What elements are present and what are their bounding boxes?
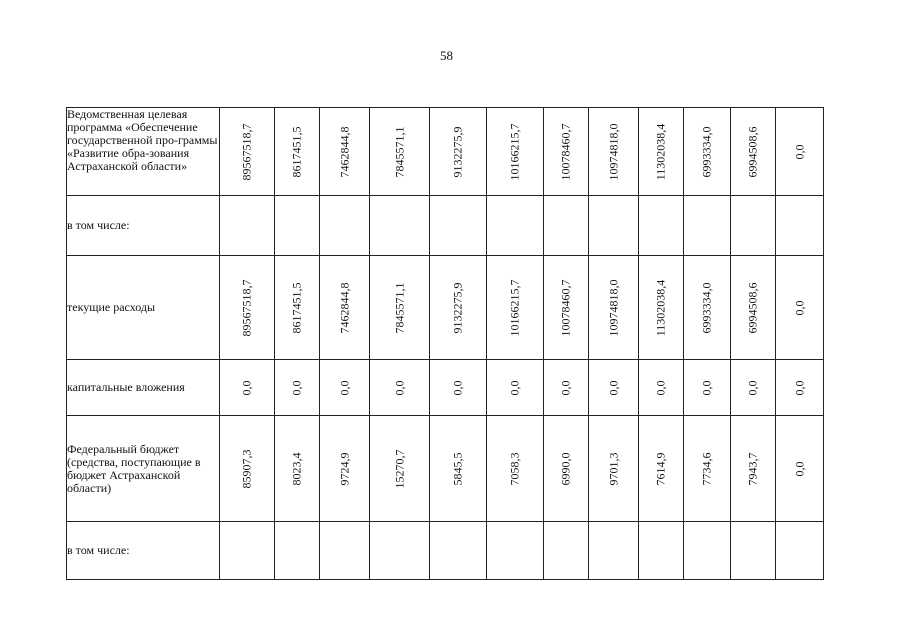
cell-value: 8617451,5 bbox=[289, 282, 304, 333]
budget-table bbox=[66, 107, 824, 580]
cell-value: 9701,3 bbox=[606, 452, 620, 485]
value-cell bbox=[275, 256, 320, 360]
cell-value: 5845,5 bbox=[450, 452, 465, 485]
cell-value: 0,0 bbox=[792, 461, 806, 476]
row-label: Ведомственная целевая программа «Обеспечение государственной про-граммы «Развитие обра-зования Астраханской области» bbox=[67, 108, 220, 196]
value-cell bbox=[589, 196, 639, 256]
cell-value: 0,0 bbox=[792, 380, 806, 395]
value-cell bbox=[487, 522, 544, 580]
value-cell bbox=[684, 360, 731, 416]
value-cell bbox=[684, 522, 731, 580]
row-label: капитальные вложения bbox=[67, 360, 220, 416]
value-cell bbox=[731, 416, 776, 522]
value-cell bbox=[487, 360, 544, 416]
value-cell bbox=[370, 522, 430, 580]
value-cell bbox=[639, 108, 684, 196]
row-label: текущие расходы bbox=[67, 256, 220, 360]
cell-value: 9132275,9 bbox=[450, 282, 465, 333]
cell-value: 7943,7 bbox=[745, 452, 760, 485]
value-cell bbox=[370, 196, 430, 256]
value-cell bbox=[776, 522, 824, 580]
value-cell bbox=[684, 196, 731, 256]
cell-value: 89567518,7 bbox=[239, 279, 254, 336]
cell-value: 85907,3 bbox=[239, 449, 254, 488]
cell-value: 11302038,4 bbox=[653, 279, 668, 336]
value-cell bbox=[684, 108, 731, 196]
cell-value: 0,0 bbox=[337, 380, 351, 395]
value-cell bbox=[776, 360, 824, 416]
cell-value: 7462844,8 bbox=[337, 126, 351, 177]
cell-value: 6994508,6 bbox=[745, 282, 760, 333]
value-cell bbox=[731, 360, 776, 416]
value-cell bbox=[275, 522, 320, 580]
value-cell bbox=[589, 416, 639, 522]
value-cell bbox=[370, 360, 430, 416]
value-cell bbox=[430, 416, 487, 522]
cell-value: 0,0 bbox=[507, 380, 522, 395]
cell-value: 0,0 bbox=[606, 380, 620, 395]
value-cell bbox=[639, 360, 684, 416]
value-cell bbox=[430, 522, 487, 580]
cell-value: 9724,9 bbox=[337, 452, 351, 485]
value-cell bbox=[320, 522, 370, 580]
cell-value: 10078460,7 bbox=[558, 123, 573, 180]
cell-value: 15270,7 bbox=[392, 449, 406, 488]
value-cell bbox=[544, 416, 589, 522]
value-cell bbox=[731, 522, 776, 580]
value-cell bbox=[776, 256, 824, 360]
value-cell bbox=[487, 196, 544, 256]
value-cell bbox=[275, 108, 320, 196]
value-cell bbox=[776, 196, 824, 256]
table-row bbox=[67, 416, 824, 522]
value-cell bbox=[776, 416, 824, 522]
cell-value: 7614,9 bbox=[653, 452, 668, 485]
value-cell bbox=[544, 360, 589, 416]
value-cell bbox=[776, 108, 824, 196]
value-cell bbox=[544, 196, 589, 256]
cell-value: 6990,0 bbox=[558, 452, 573, 485]
value-cell bbox=[544, 256, 589, 360]
value-cell bbox=[731, 196, 776, 256]
cell-value: 11302038,4 bbox=[653, 123, 668, 180]
value-cell bbox=[370, 108, 430, 196]
value-cell bbox=[370, 416, 430, 522]
row-label: Федеральный бюджет (средства, поступающие в бюджет Астраханской области) bbox=[67, 416, 220, 522]
value-cell bbox=[684, 416, 731, 522]
cell-value: 0,0 bbox=[745, 380, 760, 395]
value-cell bbox=[220, 522, 275, 580]
value-cell bbox=[320, 256, 370, 360]
cell-value: 0,0 bbox=[558, 380, 573, 395]
cell-value: 10078460,7 bbox=[558, 279, 573, 336]
cell-value: 7462844,8 bbox=[337, 282, 351, 333]
cell-value: 89567518,7 bbox=[239, 123, 254, 180]
value-cell bbox=[544, 522, 589, 580]
value-cell bbox=[639, 256, 684, 360]
value-cell bbox=[370, 256, 430, 360]
cell-value: 0,0 bbox=[289, 380, 304, 395]
cell-value: 0,0 bbox=[792, 144, 806, 159]
cell-value: 0,0 bbox=[699, 380, 714, 395]
row-label: в том числе: bbox=[67, 522, 220, 580]
value-cell bbox=[589, 522, 639, 580]
cell-value: 0,0 bbox=[392, 380, 406, 395]
table-row bbox=[67, 256, 824, 360]
value-cell bbox=[220, 360, 275, 416]
cell-value: 0,0 bbox=[239, 380, 254, 395]
cell-value: 10166215,7 bbox=[507, 279, 522, 336]
value-cell bbox=[275, 196, 320, 256]
value-cell bbox=[275, 416, 320, 522]
value-cell bbox=[589, 256, 639, 360]
cell-value: 10166215,7 bbox=[507, 123, 522, 180]
value-cell bbox=[731, 108, 776, 196]
value-cell bbox=[731, 256, 776, 360]
table-row bbox=[67, 196, 824, 256]
value-cell bbox=[275, 360, 320, 416]
cell-value: 6993334,0 bbox=[699, 126, 714, 177]
value-cell bbox=[487, 416, 544, 522]
cell-value: 9132275,9 bbox=[450, 126, 465, 177]
table-row bbox=[67, 360, 824, 416]
table-row bbox=[67, 108, 824, 196]
value-cell bbox=[430, 108, 487, 196]
value-cell bbox=[684, 256, 731, 360]
value-cell bbox=[487, 256, 544, 360]
value-cell bbox=[220, 256, 275, 360]
cell-value: 6994508,6 bbox=[745, 126, 760, 177]
value-cell bbox=[639, 196, 684, 256]
value-cell bbox=[320, 416, 370, 522]
value-cell bbox=[589, 360, 639, 416]
cell-value: 7734,6 bbox=[699, 452, 714, 485]
cell-value: 7845571,1 bbox=[392, 126, 406, 177]
cell-value: 7058,3 bbox=[507, 452, 522, 485]
cell-value: 0,0 bbox=[792, 300, 806, 315]
cell-value: 0,0 bbox=[450, 380, 465, 395]
value-cell bbox=[639, 522, 684, 580]
page-number: 58 bbox=[440, 48, 453, 63]
value-cell bbox=[320, 108, 370, 196]
cell-value: 7845571,1 bbox=[392, 282, 406, 333]
value-cell bbox=[320, 360, 370, 416]
cell-value: 8617451,5 bbox=[289, 126, 304, 177]
cell-value: 10974818,0 bbox=[606, 279, 620, 336]
value-cell bbox=[220, 196, 275, 256]
row-label: в том числе: bbox=[67, 196, 220, 256]
cell-value: 8023,4 bbox=[289, 452, 304, 485]
value-cell bbox=[220, 108, 275, 196]
value-cell bbox=[430, 256, 487, 360]
value-cell bbox=[639, 416, 684, 522]
value-cell bbox=[589, 108, 639, 196]
cell-value: 10974818,0 bbox=[606, 123, 620, 180]
value-cell bbox=[487, 108, 544, 196]
table-row bbox=[67, 522, 824, 580]
cell-value: 6993334,0 bbox=[699, 282, 714, 333]
cell-value: 0,0 bbox=[653, 380, 668, 395]
value-cell bbox=[544, 108, 589, 196]
value-cell bbox=[220, 416, 275, 522]
value-cell bbox=[430, 196, 487, 256]
value-cell bbox=[430, 360, 487, 416]
value-cell bbox=[320, 196, 370, 256]
